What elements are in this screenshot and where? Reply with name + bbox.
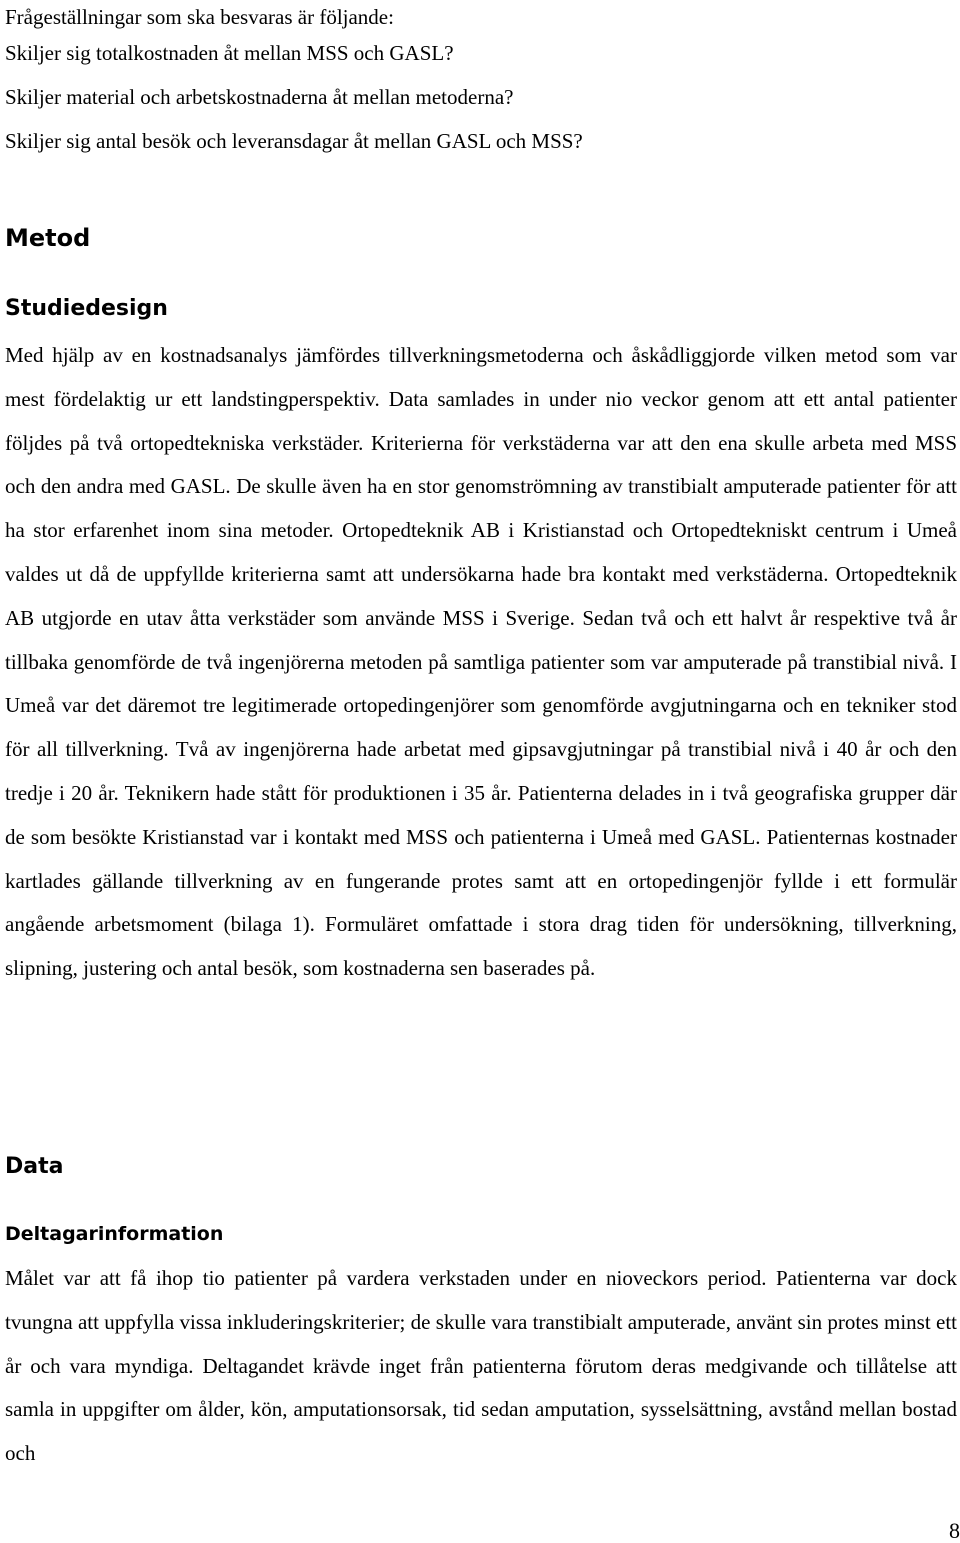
question-line: Skiljer material och arbetskostnaderna åt mellan metoderna?	[5, 85, 514, 109]
studiedesign-paragraph: Med hjälp av en kostnadsanalys jämfördes tillverkningsmetoderna och åskådliggjorde vilken metod som var mest fördelaktig ur ett landstingperspektiv. Data samlades in under nio veckor genom att ett antal patienter följdes på två ortopedtekniska verkstäder. Kriterierna för verkstäderna var att den ena skulle arbeta med MSS och den andra med GASL. De skulle även ha en stor genomströmning av transtibialt amputerade patienter för att ha stor erfarenhet inom sina metoder. Ortopedteknik AB i Kristianstad och Ortopedtekniskt centrum i Umeå valdes ut då de uppfyllde kriterierna samt att undersökarna hade bra kontakt med verkstäderna. Ortopedteknik AB utgjorde en utav åtta verkstäder som använde MSS i Sverige. Sedan två och ett halvt år respektive två år tillbaka genomförde de två ingenjörerna metoden på samtliga patienter som var amputerade på transtibial nivå. I Umeå var det däremot tre legitimerade ortopedingenjörer som genomförde avgjutningarna och en tekniker stod för all tillverkning. Två av ingenjörerna hade arbetat med gipsavgjutningar på transtibial nivå i 40 år och den tredje i 20 år. Teknikern hade stått för produktionen i 35 år. Patienterna delades in i två geografiska grupper där de som besökte Kristianstad var i kontakt med MSS och patienterna i Umeå med GASL. Patienternas kostnader kartlades gällande tillverkning av en fungerande protes samt att en ortopedingenjör fyllde i ett formulär angående arbetsmoment (bilaga 1). Formuläret omfattade i stora drag tiden för undersökning, tillverkning, slipning, justering och antal besök, som kostnaderna sen baserades på.	[5, 343, 957, 981]
subsection-heading-studiedesign: Studiedesign	[5, 296, 168, 321]
question-line: Skiljer sig antal besök och leveransdagar åt mellan GASL och MSS?	[5, 129, 583, 153]
section-heading-data: Data	[5, 1154, 64, 1179]
subsection-heading-deltagarinformation: Deltagarinformation	[5, 1223, 224, 1245]
page-number: 8	[949, 1518, 960, 1543]
question-line: Skiljer sig totalkostnaden åt mellan MSS och GASL?	[5, 41, 454, 65]
section-heading-metod: Metod	[5, 224, 91, 252]
deltagarinformation-paragraph: Målet var att få ihop tio patienter på vardera verkstaden under en nioveckors period. Patienterna var dock tvungna att uppfylla vissa inkluderingskriterier; de skulle vara transtibialt amputerade, använt sin protes minst ett år och vara myndiga. Deltagandet krävde inget från patienterna förutom deras medgivande och tillåtelse att samla in uppgifter om ålder, kön, amputationsorsak, tid sedan amputation, sysselsättning, avstånd mellan bostad och	[5, 1266, 957, 1466]
intro-line: Frågeställningar som ska besvaras är följande:	[5, 5, 394, 29]
